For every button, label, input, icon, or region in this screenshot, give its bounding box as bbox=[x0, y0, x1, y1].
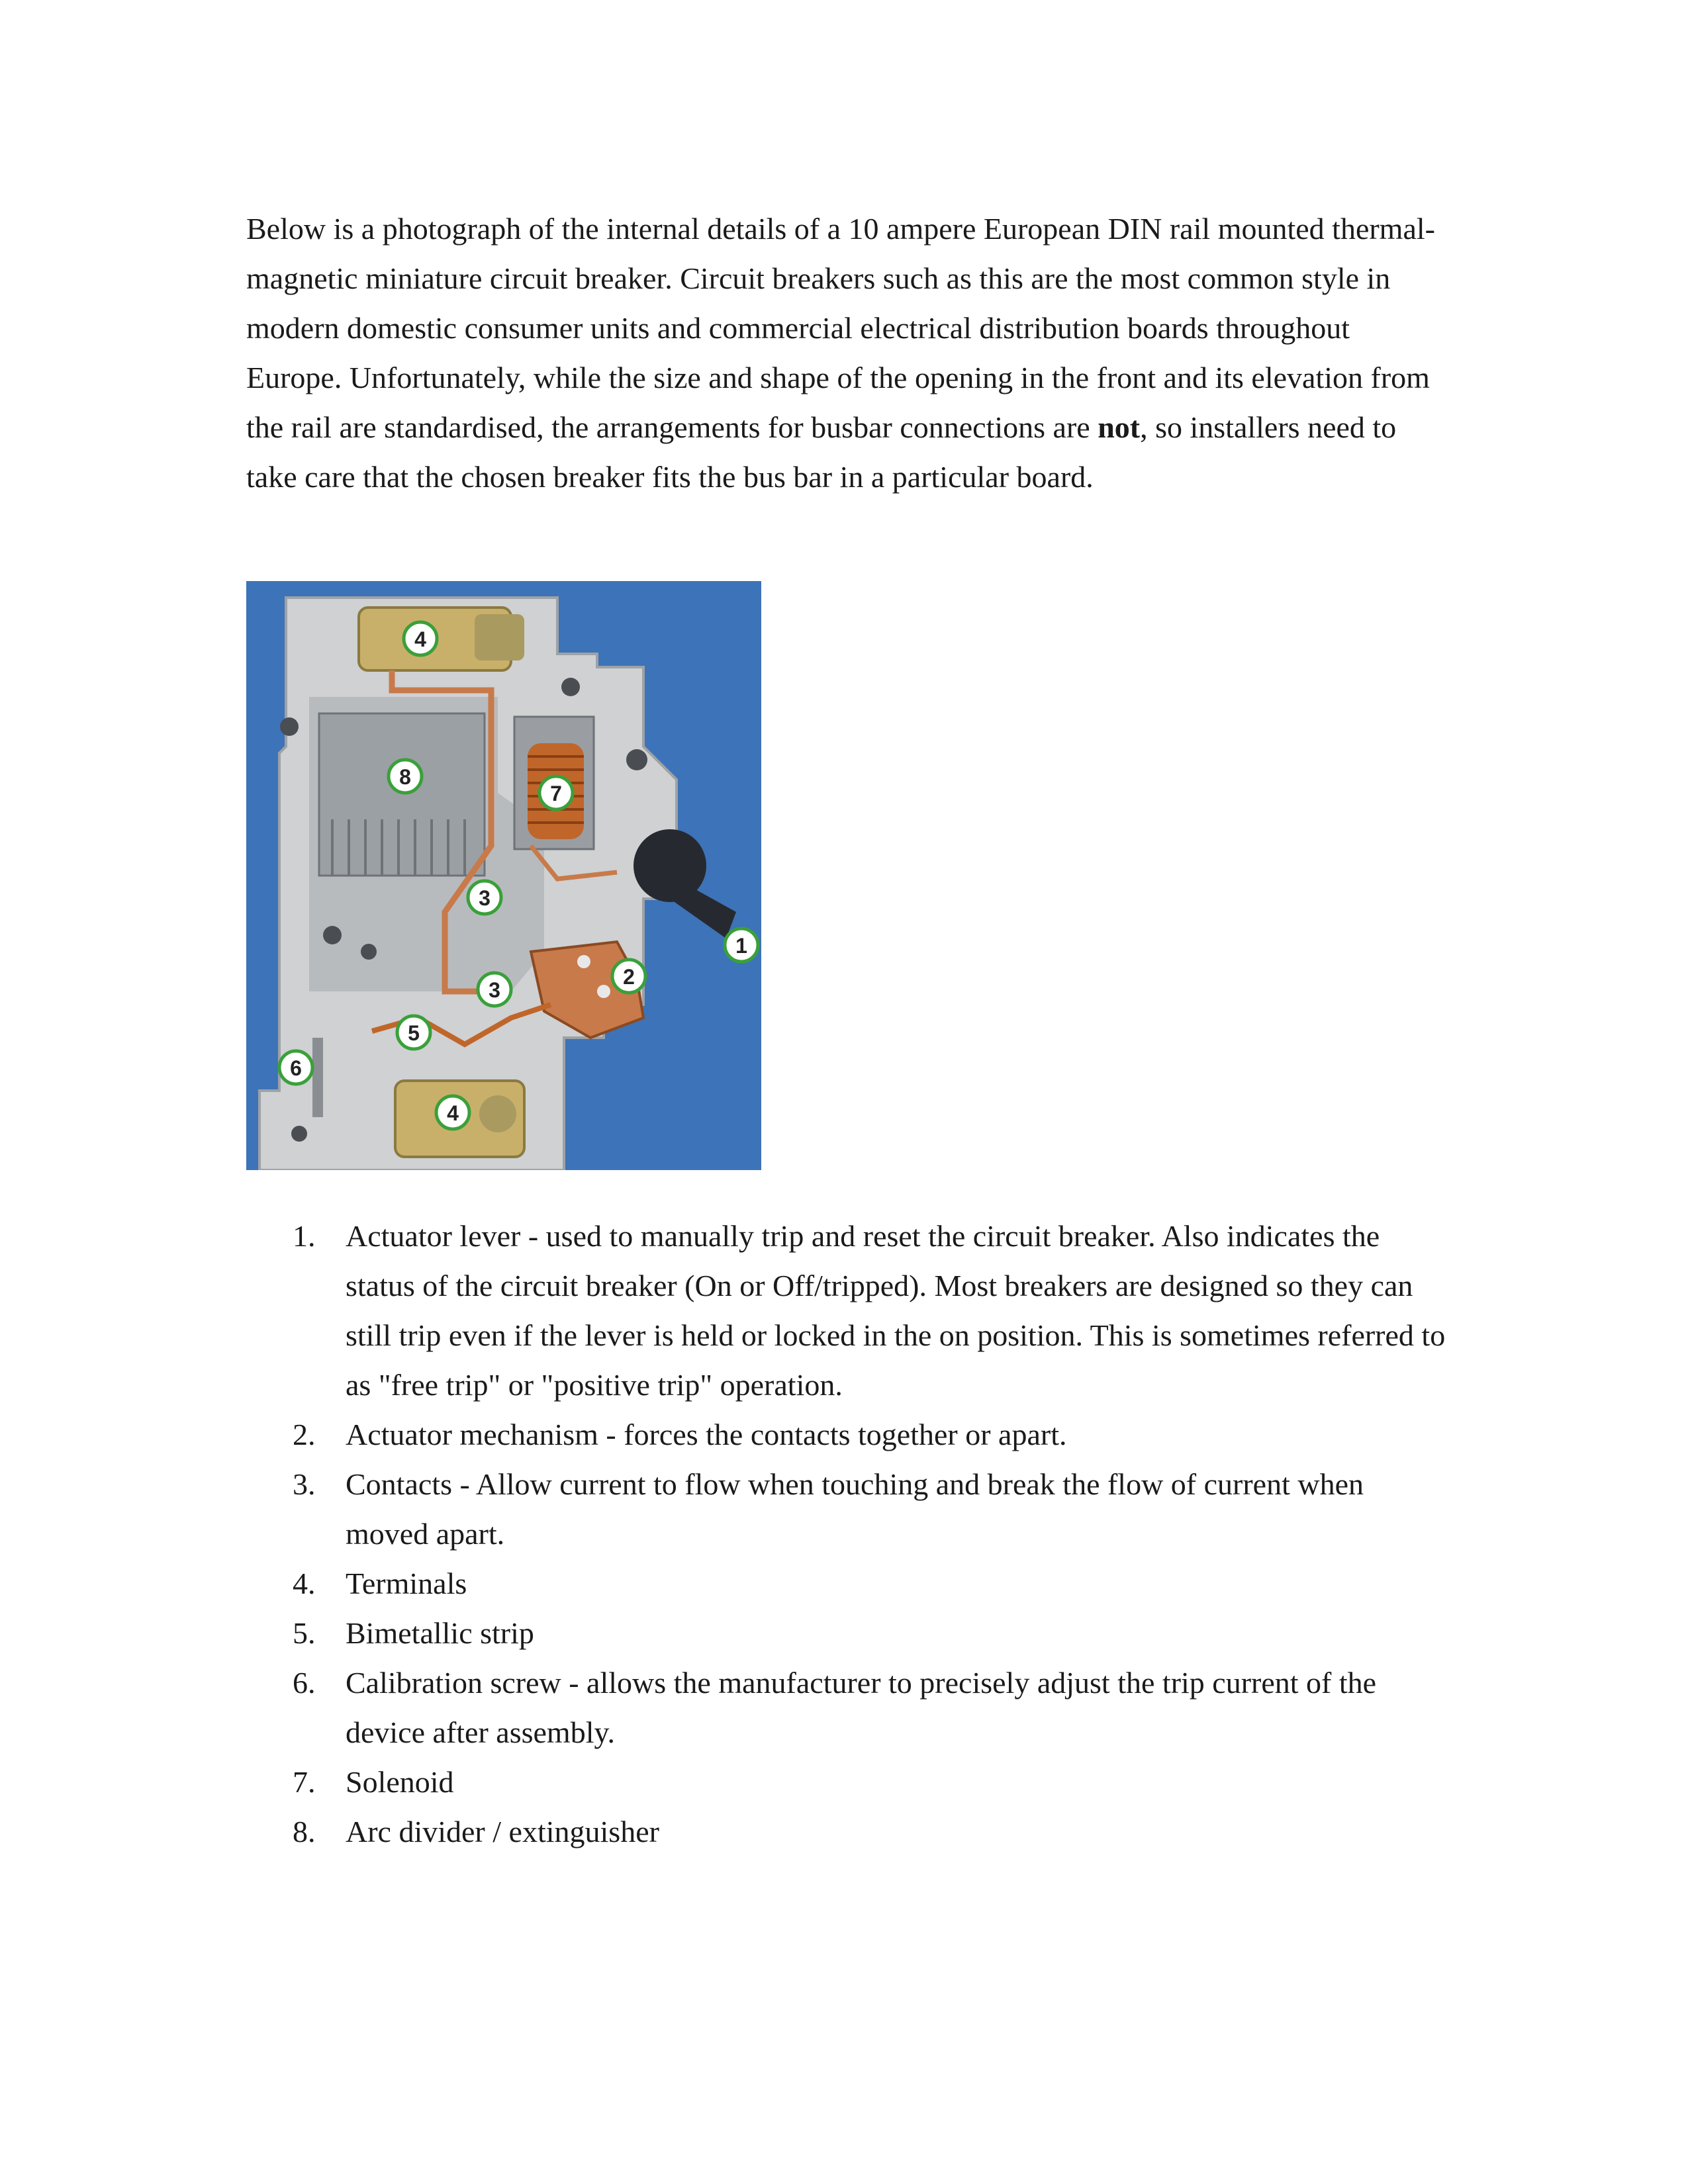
arc-divider bbox=[319, 713, 485, 876]
mounting-hole bbox=[561, 678, 580, 696]
bottom-terminal-screw bbox=[479, 1095, 516, 1132]
mounting-hole bbox=[291, 1126, 307, 1142]
callout-2 bbox=[612, 960, 645, 993]
callout-1 bbox=[725, 929, 758, 962]
callout-label: 6 bbox=[290, 1056, 302, 1080]
callout-3-lower bbox=[478, 973, 511, 1006]
list-item-text: Actuator mechanism - forces the contacts together or apart. bbox=[346, 1418, 1067, 1451]
list-item-number: 2. bbox=[293, 1418, 316, 1451]
callout-label: 8 bbox=[399, 765, 411, 789]
callout-4-top bbox=[404, 622, 437, 655]
list-item-number: 4. bbox=[293, 1567, 316, 1600]
callout-label: 4 bbox=[414, 627, 426, 651]
list-item-number: 6. bbox=[293, 1666, 316, 1700]
callout-3-upper bbox=[468, 881, 501, 914]
callout-label: 1 bbox=[735, 934, 747, 958]
list-item bbox=[246, 1459, 1451, 1559]
intro-emphasis: not bbox=[1098, 410, 1141, 444]
circuit-breaker-photo bbox=[246, 581, 761, 1170]
callout-4-bottom bbox=[436, 1096, 469, 1129]
list-item-number: 1. bbox=[293, 1219, 316, 1253]
list-item-text: Terminals bbox=[346, 1567, 467, 1600]
list-item bbox=[246, 1807, 1451, 1856]
list-item-number: 8. bbox=[293, 1815, 316, 1848]
list-item bbox=[246, 1757, 1451, 1807]
intro-text-part2: , so installers need to take care that the chosen breaker fits the bus bar in a particular board. bbox=[246, 410, 1397, 494]
callout-label: 7 bbox=[550, 782, 562, 805]
callout-8 bbox=[389, 760, 422, 793]
list-item-number: 3. bbox=[293, 1467, 316, 1501]
calibration-screw bbox=[312, 1038, 323, 1117]
callout-label: 4 bbox=[447, 1101, 459, 1125]
list-item bbox=[246, 1658, 1451, 1757]
mechanism-pivot bbox=[597, 985, 610, 998]
list-item-text: Calibration screw - allows the manufacturer to precisely adjust the trip current of the device after assembly. bbox=[346, 1666, 1377, 1749]
list-item bbox=[246, 1559, 1451, 1608]
intro-paragraph bbox=[246, 204, 1451, 502]
list-item-text: Arc divider / extinguisher bbox=[346, 1815, 659, 1848]
list-item bbox=[246, 1608, 1451, 1658]
mechanism-pivot bbox=[577, 955, 590, 968]
parts-legend-list bbox=[246, 1211, 1451, 1856]
intro-text-part1: Below is a photograph of the internal details of a 10 ampere European DIN rail mounted thermal-magnetic miniature circuit breaker. Circuit breakers such as this are the most common style in modern domestic consumer units and commercial electrical distribution boards throughout Europe. Unfortunately, while the size and shape of the opening in the front and its elevation from the rail are standardised, the arrangements for busbar connections are bbox=[246, 212, 1435, 444]
list-item-number: 7. bbox=[293, 1765, 316, 1799]
callout-label: 3 bbox=[479, 886, 491, 910]
mounting-hole bbox=[361, 944, 377, 960]
list-item-text: Solenoid bbox=[346, 1765, 454, 1799]
list-item bbox=[246, 1211, 1451, 1410]
list-item-text: Actuator lever - used to manually trip and reset the circuit breaker. Also indicates the status of the circuit breaker (On or Off/tripped). Most breakers are designed so they can still trip even if the lever is held or locked in the on position. This is sometimes referred to as "free trip" or "positive trip" operation. bbox=[346, 1219, 1446, 1402]
top-terminal-screw bbox=[475, 614, 524, 660]
list-item-number: 5. bbox=[293, 1616, 316, 1650]
mounting-hole bbox=[626, 749, 647, 770]
callout-label: 2 bbox=[623, 965, 635, 989]
callout-7 bbox=[539, 776, 573, 809]
mounting-hole bbox=[280, 717, 299, 736]
list-item-text: Contacts - Allow current to flow when touching and break the flow of current when moved apart. bbox=[346, 1467, 1364, 1551]
callout-label: 3 bbox=[489, 978, 500, 1002]
list-item bbox=[246, 1410, 1451, 1459]
mounting-hole bbox=[323, 926, 342, 944]
callout-label: 5 bbox=[408, 1021, 420, 1045]
callout-6 bbox=[279, 1051, 312, 1084]
callout-5 bbox=[397, 1016, 430, 1049]
list-item-text: Bimetallic strip bbox=[346, 1616, 534, 1650]
